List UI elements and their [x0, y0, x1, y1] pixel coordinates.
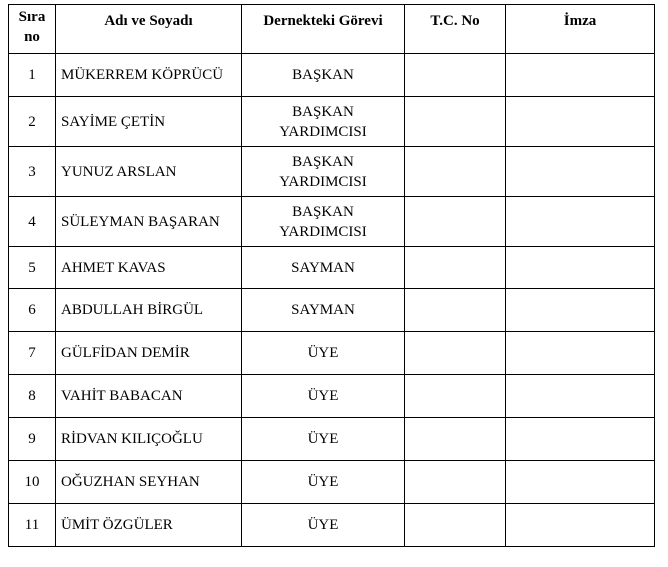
- table-row: [9, 197, 655, 247]
- row-role-text: BAŞKAN: [292, 67, 354, 83]
- row-tc-no: [405, 504, 506, 547]
- header-tc-no: T.C. No: [405, 5, 506, 54]
- row-role: [242, 197, 405, 247]
- row-tc-no: [405, 289, 506, 332]
- row-imza: [506, 418, 655, 461]
- header-ad-soyad: Adı ve Soyadı: [56, 5, 242, 54]
- row-role-text: ÜYE: [307, 431, 339, 447]
- row-no: 5: [9, 247, 56, 289]
- row-role: [242, 289, 405, 332]
- row-role-text: SAYMAN: [291, 302, 355, 318]
- row-tc-no: [405, 97, 506, 147]
- row-tc-no: [405, 247, 506, 289]
- row-name: SAYİME ÇETİN: [56, 97, 242, 147]
- row-name: MÜKERREM KÖPRÜCÜ: [56, 54, 242, 97]
- row-imza: [506, 461, 655, 504]
- header-gorev: Dernekteki Görevi: [242, 5, 405, 54]
- row-no: 11: [9, 504, 56, 547]
- row-role-text: BAŞKAN YARDIMCISI: [279, 153, 367, 190]
- row-name: ABDULLAH BİRGÜL: [56, 289, 242, 332]
- row-no: 1: [9, 54, 56, 97]
- row-tc-no: [405, 461, 506, 504]
- row-imza: [506, 97, 655, 147]
- row-role: [242, 147, 405, 197]
- table-header-row: [9, 5, 655, 54]
- row-tc-no: [405, 418, 506, 461]
- row-tc-no: [405, 147, 506, 197]
- row-imza: [506, 504, 655, 547]
- row-role: [242, 54, 405, 97]
- row-no: 4: [9, 197, 56, 247]
- row-role-text: ÜYE: [307, 474, 339, 490]
- row-imza: [506, 289, 655, 332]
- row-no: 8: [9, 375, 56, 418]
- row-name: ÜMİT ÖZGÜLER: [56, 504, 242, 547]
- row-imza: [506, 197, 655, 247]
- row-name: YUNUZ ARSLAN: [56, 147, 242, 197]
- row-imza: [506, 54, 655, 97]
- row-no: 6: [9, 289, 56, 332]
- row-role-text: BAŞKAN YARDIMCISI: [279, 203, 367, 240]
- row-role-text: BAŞKAN YARDIMCISI: [279, 103, 367, 140]
- header-imza: İmza: [506, 5, 655, 54]
- row-role: [242, 461, 405, 504]
- table-row: [9, 461, 655, 504]
- row-role-text: SAYMAN: [291, 259, 355, 276]
- header-sira-no: Sıra no: [9, 5, 56, 54]
- row-role: [242, 418, 405, 461]
- row-role: [242, 247, 405, 289]
- table-row: [9, 504, 655, 547]
- row-imza: [506, 332, 655, 375]
- row-imza: [506, 375, 655, 418]
- row-role: [242, 332, 405, 375]
- row-name: GÜLFİDAN DEMİR: [56, 332, 242, 375]
- row-role: [242, 375, 405, 418]
- row-no: 3: [9, 147, 56, 197]
- table-row: [9, 289, 655, 332]
- table-row: [9, 147, 655, 197]
- row-role-text: ÜYE: [307, 517, 339, 533]
- row-tc-no: [405, 54, 506, 97]
- row-tc-no: [405, 197, 506, 247]
- table-row: [9, 54, 655, 97]
- table-row: [9, 418, 655, 461]
- row-name: SÜLEYMAN BAŞARAN: [56, 197, 242, 247]
- row-role: [242, 504, 405, 547]
- row-name: VAHİT BABACAN: [56, 375, 242, 418]
- row-imza: [506, 247, 655, 289]
- row-name: RİDVAN KILIÇOĞLU: [56, 418, 242, 461]
- row-tc-no: [405, 375, 506, 418]
- row-no: 9: [9, 418, 56, 461]
- row-role-text: ÜYE: [307, 345, 339, 361]
- row-name: OĞUZHAN SEYHAN: [56, 461, 242, 504]
- row-role-text: ÜYE: [307, 388, 339, 404]
- table-row: [9, 375, 655, 418]
- row-name: AHMET KAVAS: [56, 247, 242, 289]
- row-no: 7: [9, 332, 56, 375]
- table-row: [9, 97, 655, 147]
- members-table: [8, 4, 655, 547]
- table-row: [9, 247, 655, 289]
- row-tc-no: [405, 332, 506, 375]
- row-imza: [506, 147, 655, 197]
- table-row: [9, 332, 655, 375]
- row-no: 10: [9, 461, 56, 504]
- row-no: 2: [9, 97, 56, 147]
- row-role: [242, 97, 405, 147]
